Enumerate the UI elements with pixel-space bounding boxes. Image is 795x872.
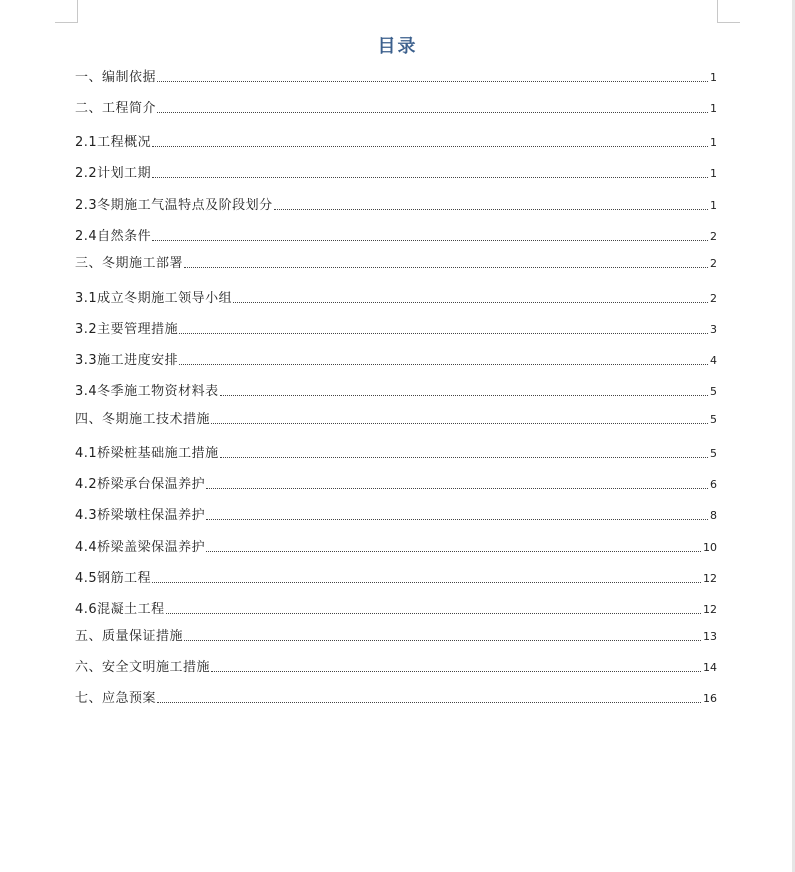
toc-entry-text: 4.5钢筋工程 — [75, 571, 152, 586]
toc-dot-leader — [206, 519, 708, 520]
toc-entry[interactable] — [75, 132, 717, 150]
toc-page-number: 13 — [703, 630, 717, 643]
toc-dot-leader — [152, 240, 708, 241]
toc-dot-leader — [220, 395, 708, 396]
toc-entry-text: 五、质量保证措施 — [75, 629, 184, 644]
toc-entry[interactable] — [75, 195, 717, 213]
toc-page-number: 5 — [710, 447, 717, 460]
toc-page-number: 6 — [710, 478, 717, 491]
toc-entry-text: 二、工程简介 — [75, 101, 157, 116]
toc-page-number: 2 — [710, 292, 717, 305]
toc-dot-leader — [220, 457, 708, 458]
toc-page-number: 12 — [703, 603, 717, 616]
toc-entry[interactable] — [75, 226, 717, 244]
toc-entry[interactable] — [75, 98, 717, 116]
top-right-margin-marker — [717, 0, 740, 23]
toc-entry[interactable] — [75, 505, 717, 523]
toc-entry[interactable] — [75, 253, 717, 271]
toc-entry[interactable] — [75, 163, 717, 181]
toc-entry[interactable] — [75, 537, 717, 555]
toc-dot-leader — [206, 488, 708, 489]
toc-dot-leader — [157, 81, 708, 82]
toc-entry-text: 3.3施工进度安排 — [75, 353, 179, 368]
toc-dot-leader — [152, 582, 701, 583]
toc-dot-leader — [166, 613, 701, 614]
toc-entry-text: 三、冬期施工部署 — [75, 256, 184, 271]
toc-entry[interactable] — [75, 381, 717, 399]
toc-dot-leader — [152, 146, 708, 147]
toc-entry[interactable] — [75, 409, 717, 427]
toc-title: 目录 — [377, 36, 418, 57]
toc-page-number: 8 — [710, 509, 717, 522]
toc-dot-leader — [206, 551, 701, 552]
toc-entry-text: 一、编制依据 — [75, 70, 157, 85]
toc-page-number: 12 — [703, 572, 717, 585]
toc-page-number: 14 — [703, 661, 717, 674]
toc-page-number: 2 — [710, 230, 717, 243]
toc-page-number: 10 — [703, 541, 717, 554]
toc-entry-text: 3.2主要管理措施 — [75, 322, 179, 337]
toc-entry[interactable] — [75, 443, 717, 461]
toc-page-number: 1 — [710, 199, 717, 212]
toc-dot-leader — [211, 423, 708, 424]
toc-entry[interactable] — [75, 568, 717, 586]
toc-page-number: 1 — [710, 167, 717, 180]
toc-dot-leader — [179, 333, 708, 334]
toc-page-number: 3 — [710, 323, 717, 336]
toc-dot-leader — [274, 209, 708, 210]
toc-page-number: 2 — [710, 257, 717, 270]
toc-entry[interactable] — [75, 688, 717, 706]
toc-entry[interactable] — [75, 474, 717, 492]
toc-entry-text: 4.3桥梁墩柱保温养护 — [75, 508, 206, 523]
toc-entry-text: 2.2计划工期 — [75, 166, 152, 181]
toc-entry-text: 4.1桥梁桩基础施工措施 — [75, 446, 219, 461]
toc-page-number: 5 — [710, 385, 717, 398]
toc-entry-text: 3.1成立冬期施工领导小组 — [75, 291, 233, 306]
toc-page-number: 16 — [703, 692, 717, 705]
toc-entry[interactable] — [75, 626, 717, 644]
toc-dot-leader — [157, 112, 708, 113]
toc-entry-text: 2.3冬期施工气温特点及阶段划分 — [75, 198, 273, 213]
toc-page-number: 1 — [710, 71, 717, 84]
toc-dot-leader — [184, 267, 708, 268]
toc-page-number: 1 — [710, 102, 717, 115]
toc-page-number: 1 — [710, 136, 717, 149]
toc-dot-leader — [179, 364, 708, 365]
toc-page-number: 4 — [710, 354, 717, 367]
toc-dot-leader — [233, 302, 708, 303]
toc-entry-text: 3.4冬季施工物资材料表 — [75, 384, 219, 399]
toc-dot-leader — [211, 671, 701, 672]
toc-dot-leader — [152, 177, 708, 178]
toc-entry-text: 4.4桥梁盖梁保温养护 — [75, 540, 206, 555]
toc-entry[interactable] — [75, 288, 717, 306]
toc-entry[interactable] — [75, 67, 717, 85]
toc-entry-text: 4.2桥梁承台保温养护 — [75, 477, 206, 492]
toc-entry-text: 2.4自然条件 — [75, 229, 152, 244]
toc-entry[interactable] — [75, 350, 717, 368]
toc-entry-text: 四、冬期施工技术措施 — [75, 412, 211, 427]
toc-entry[interactable] — [75, 599, 717, 617]
toc-dot-leader — [157, 702, 701, 703]
toc-entry-text: 2.1工程概况 — [75, 135, 152, 150]
top-left-margin-marker — [55, 0, 78, 23]
toc-entry-text: 七、应急预案 — [75, 691, 157, 706]
toc-page-number: 5 — [710, 413, 717, 426]
toc-entry[interactable] — [75, 657, 717, 675]
toc-dot-leader — [184, 640, 701, 641]
toc-entry-text: 4.6混凝土工程 — [75, 602, 165, 617]
toc-entry-text: 六、安全文明施工措施 — [75, 660, 211, 675]
toc-entry[interactable] — [75, 319, 717, 337]
